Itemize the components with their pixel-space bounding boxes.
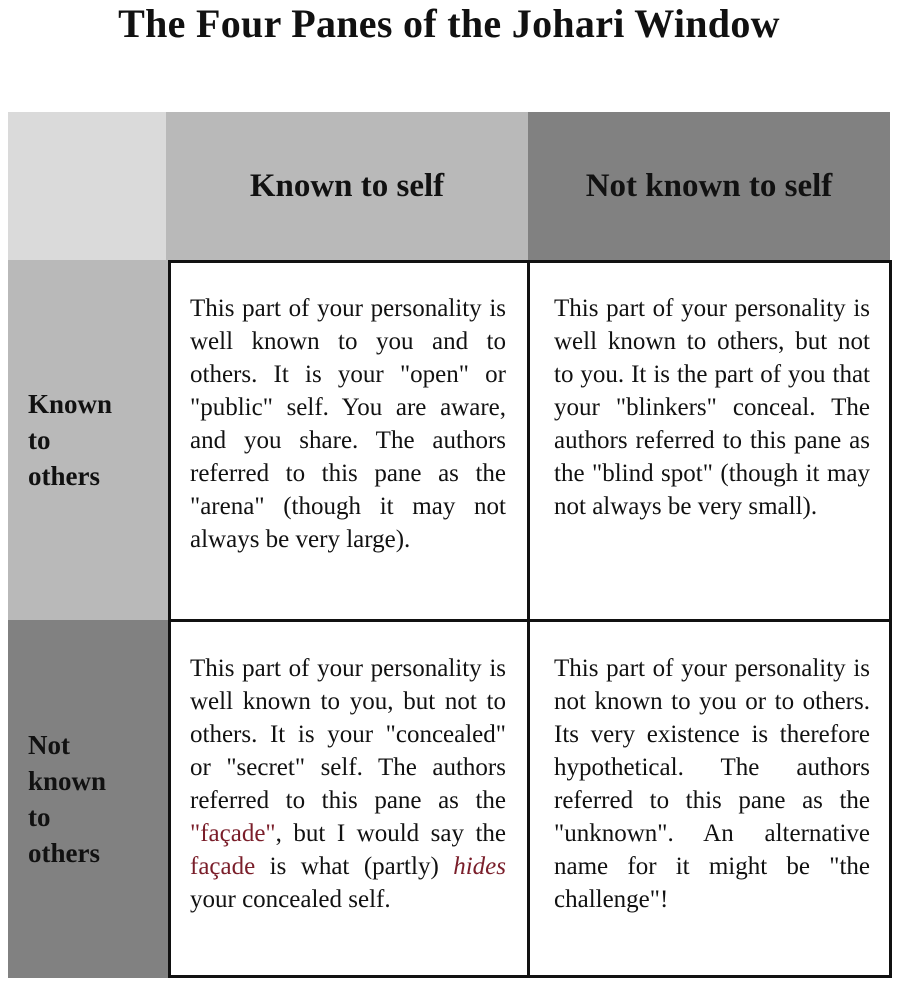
facade-quoted-term: "façade" (190, 820, 276, 847)
hidden-text-part: is what (partly) (255, 853, 454, 880)
hidden-text-part: This part of your personality is well known to you, but not to others. It is your "concealed" or "secret" self. The authors referred to this pane as the (190, 655, 506, 814)
open-pane-text: This part of your personality is well known to you and to others. It is your "open" or "public" self. You are aware, and you share. The authors referred to this pane as the "arena" (though it may not always be very large). (190, 295, 506, 553)
hides-term: hides (453, 853, 506, 880)
row-header-line: others (28, 838, 100, 868)
hidden-text-part: , but I would say the (275, 820, 506, 847)
facade-term: façade (190, 853, 256, 880)
grid-horizontal-divider (168, 619, 892, 622)
column-header-not-known-to-self: Not known to self (528, 112, 890, 260)
column-header-known-to-self: Known to self (166, 112, 528, 260)
row-header-line: Not (28, 730, 70, 760)
row-header-line: to (28, 802, 51, 832)
row-header-line: known (28, 766, 107, 796)
page-title: The Four Panes of the Johari Window (118, 1, 780, 46)
row-header-not-known-to-others (8, 620, 168, 978)
hidden-text-part: your concealed self. (190, 886, 391, 913)
row-header-line: to (28, 425, 51, 455)
corner-cell (8, 112, 166, 260)
row-header-line: others (28, 461, 100, 491)
hidden-pane-text (190, 652, 506, 916)
blind-pane-text: This part of your personality is well known to others, but not to you. It is the part of you that your "blinkers" conceal. The authors referred to this pane as the "blind spot" (though it may not always be very small). (554, 295, 870, 520)
row-header-line: Known (28, 389, 113, 419)
unknown-pane-text: This part of your personality is not known to you or to others. Its very existence is therefore hypothetical. The authors referred to this pane as the "unknown". An alternative name for it might be "the challenge"! (554, 655, 870, 913)
row-header-known-to-others (8, 260, 168, 620)
